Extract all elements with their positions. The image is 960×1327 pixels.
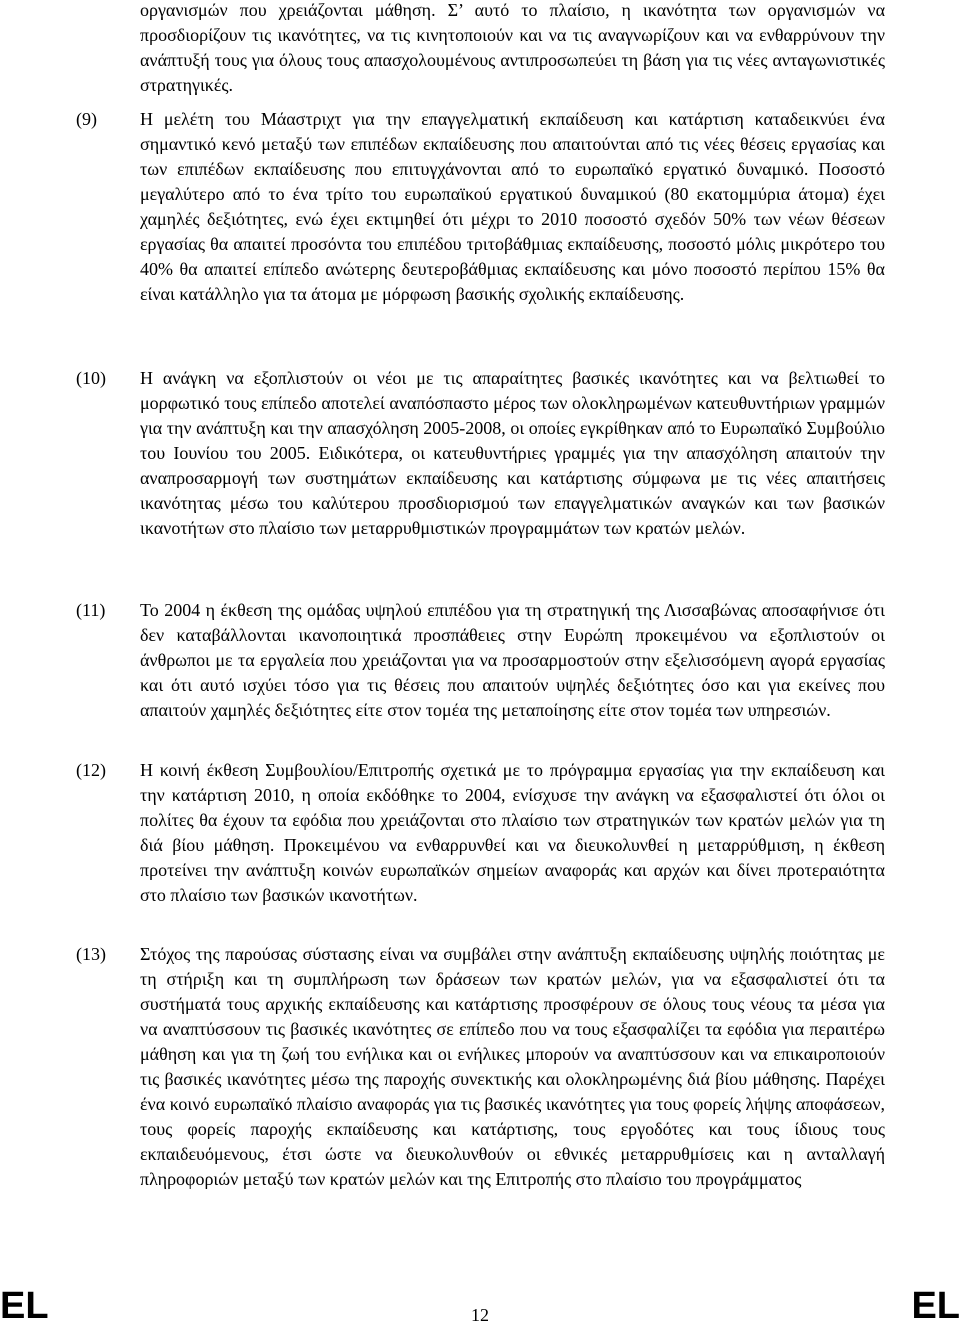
page-number: 12 bbox=[471, 1305, 489, 1325]
paragraph-number: (10) bbox=[76, 368, 106, 388]
paragraph-number: (11) bbox=[76, 600, 106, 620]
footer-language-right: EL bbox=[911, 1285, 960, 1327]
intro-paragraph: οργανισμών που χρειάζονται μάθηση. Σ’ αυτό το πλαίσιο, η ικανότητα των οργανισμών να προσδιορίζουν τις ικανότητες, να τις κινητοποιούν και να τις αναγνωρίζουν και να ενθαρρύνουν την ανάπτυξή τους για όλους τους απασχολουμένους αντιπροσωπεύει τη βάση για τις νέες ανταγωνιστικές στρατηγικές. bbox=[140, 0, 885, 95]
paragraph-number: (13) bbox=[76, 944, 106, 964]
paragraph-text: Στόχος της παρούσας σύστασης είναι να συμβάλει στην ανάπτυξη εκπαίδευσης υψηλής ποιότητας με τη στήριξη και τη συμπλήρωση των δράσεων των κρατών μελών, για να εξασφαλιστεί ότι τα συστήματά τους αρχικής εκπαίδευσης και κατάρτισης προσφέρουν σε όλους τους νέους τα μέσα για να αναπτύσσουν τις βασικές ικανότητες σε επίπεδο που να τους εξασφαλίζει τα εφόδια για περαιτέρω μάθηση και για τη ζωή του ενήλικα και οι ενήλικες μπορούν να αναπτύσσουν και να επικαιροποιούν τις βασικές ικανότητες μέσω της παροχής συνεκτικής και ολοκληρωμένης διά βίου μάθησης. Παρέχει ένα κοινό ευρωπαϊκό πλαίσιο αναφοράς για τις βασικές ικανότητες για τους φορείς λήψης αποφάσεων, τους φορείς παροχής εκπαίδευσης και κατάρτισης, τους εργοδότες και τους ίδιους τους εκπαιδευόμενους, έτσι ώστε να διευκολυνθούν οι εθνικές μεταρρυθμίσεις και η ανταλλαγή πληροφοριών μεταξύ των κρατών μελών και της Επιτροπής στο πλαίσιο του προγράμματος bbox=[140, 944, 885, 1189]
footer-language-left: EL bbox=[0, 1285, 49, 1327]
paragraph-text: Η ανάγκη να εξοπλιστούν οι νέοι με τις απαραίτητες βασικές ικανότητες και να βελτιωθεί το μορφωτικό τους επίπεδο αποτελεί αναπόσπαστο μέρος των ολοκληρωμένων κατευθυντήριων γραμμών για την ανάπτυξη και την απασχόληση 2005-2008, οι οποίες εγκρίθηκαν από το Ευρωπαϊκό Συμβούλιο του Ιουνίου του 2005. Ειδικότερα, οι κατευθυντήριες γραμμές για την απασχόληση απαιτούν την αναπροσαρμογή των συστημάτων εκπαίδευσης και κατάρτισης σύμφωνα με τις νέες απαιτήσεις ικανότητας μέσω του καλύτερου προσδιορισμού των επαγγελματικών αναγκών και των βασικών ικανοτήτων στο πλαίσιο των μεταρρυθμιστικών προγραμμάτων των κρατών μελών. bbox=[140, 368, 885, 538]
paragraph-text: Το 2004 η έκθεση της ομάδας υψηλού επιπέδου για τη στρατηγική της Λισσαβώνας αποσαφήνισε ότι δεν καταβάλλονται ικανοποιητικά προσπάθειες στην Ευρώπη προκειμένου να εξοπλιστούν οι άνθρωποι με τα εργαλεία που χρειάζονται για να προσαρμοστούν στην εξελισσόμενη αγορά εργασίας και ότι αυτό ισχύει τόσο για τις θέσεις που απαιτούν υψηλές δεξιότητες όσο και για εκείνες που απαιτούν χαμηλές δεξιότητες είτε στον τομέα της μεταποίησης είτε στον τομέα των υπηρεσιών. bbox=[140, 600, 885, 720]
paragraph-number: (12) bbox=[76, 760, 106, 780]
paragraph-text: Η μελέτη του Μάαστριχτ για την επαγγελματική εκπαίδευση και κατάρτιση καταδεικνύει ένα σημαντικό κενό μεταξύ των επιπέδων εκπαίδευσης που απαιτούνται από τις νέες θέσεις εργασίας και των επιπέδων εκπαίδευσης που επιτυγχάνονται από το ευρωπαϊκό εργατικό δυναμικό. Ποσοστό μεγαλύτερο από το ένα τρίτο του ευρωπαϊκού εργατικού δυναμικού (80 εκατομμύρια άτομα) έχει χαμηλές δεξιότητες, ενώ έχει εκτιμηθεί ότι μέχρι το 2010 ποσοστό σχεδόν 50% των νέων θέσεων εργασίας θα απαιτεί προσόντα του επιπέδου τριτοβάθμιας εκπαίδευσης, ποσοστό μόλις μικρότερο του 40% θα απαιτεί επίπεδο ανώτερης δευτεροβάθμιας εκπαίδευσης και μόνο ποσοστό περίπου 15% θα είναι κατάλληλο για τα άτομα με μόρφωση βασικής σχολικής εκπαίδευσης. bbox=[140, 109, 885, 304]
paragraph-text: Η κοινή έκθεση Συμβουλίου/Επιτροπής σχετικά με το πρόγραμμα εργασίας για την εκπαίδευση και την κατάρτιση 2010, η οποία εκδόθηκε το 2004, ενίσχυσε την ανάγκη να εξασφαλιστεί ότι όλοι οι πολίτες θα έχουν τα εφόδια που χρειάζονται στο πλαίσιο των στρατηγικών των κρατών μελών για τη διά βίου μάθηση. Προκειμένου να ενθαρρυνθεί και να διευκολυνθεί η μεταρρύθμιση, η έκθεση προτείνει την ανάπτυξη κοινών ευρωπαϊκών σημείων αναφοράς και αρχών και δίνει προτεραιότητα στο πλαίσιο των βασικών ικανοτήτων. bbox=[140, 760, 885, 905]
paragraph-number: (9) bbox=[76, 109, 97, 129]
